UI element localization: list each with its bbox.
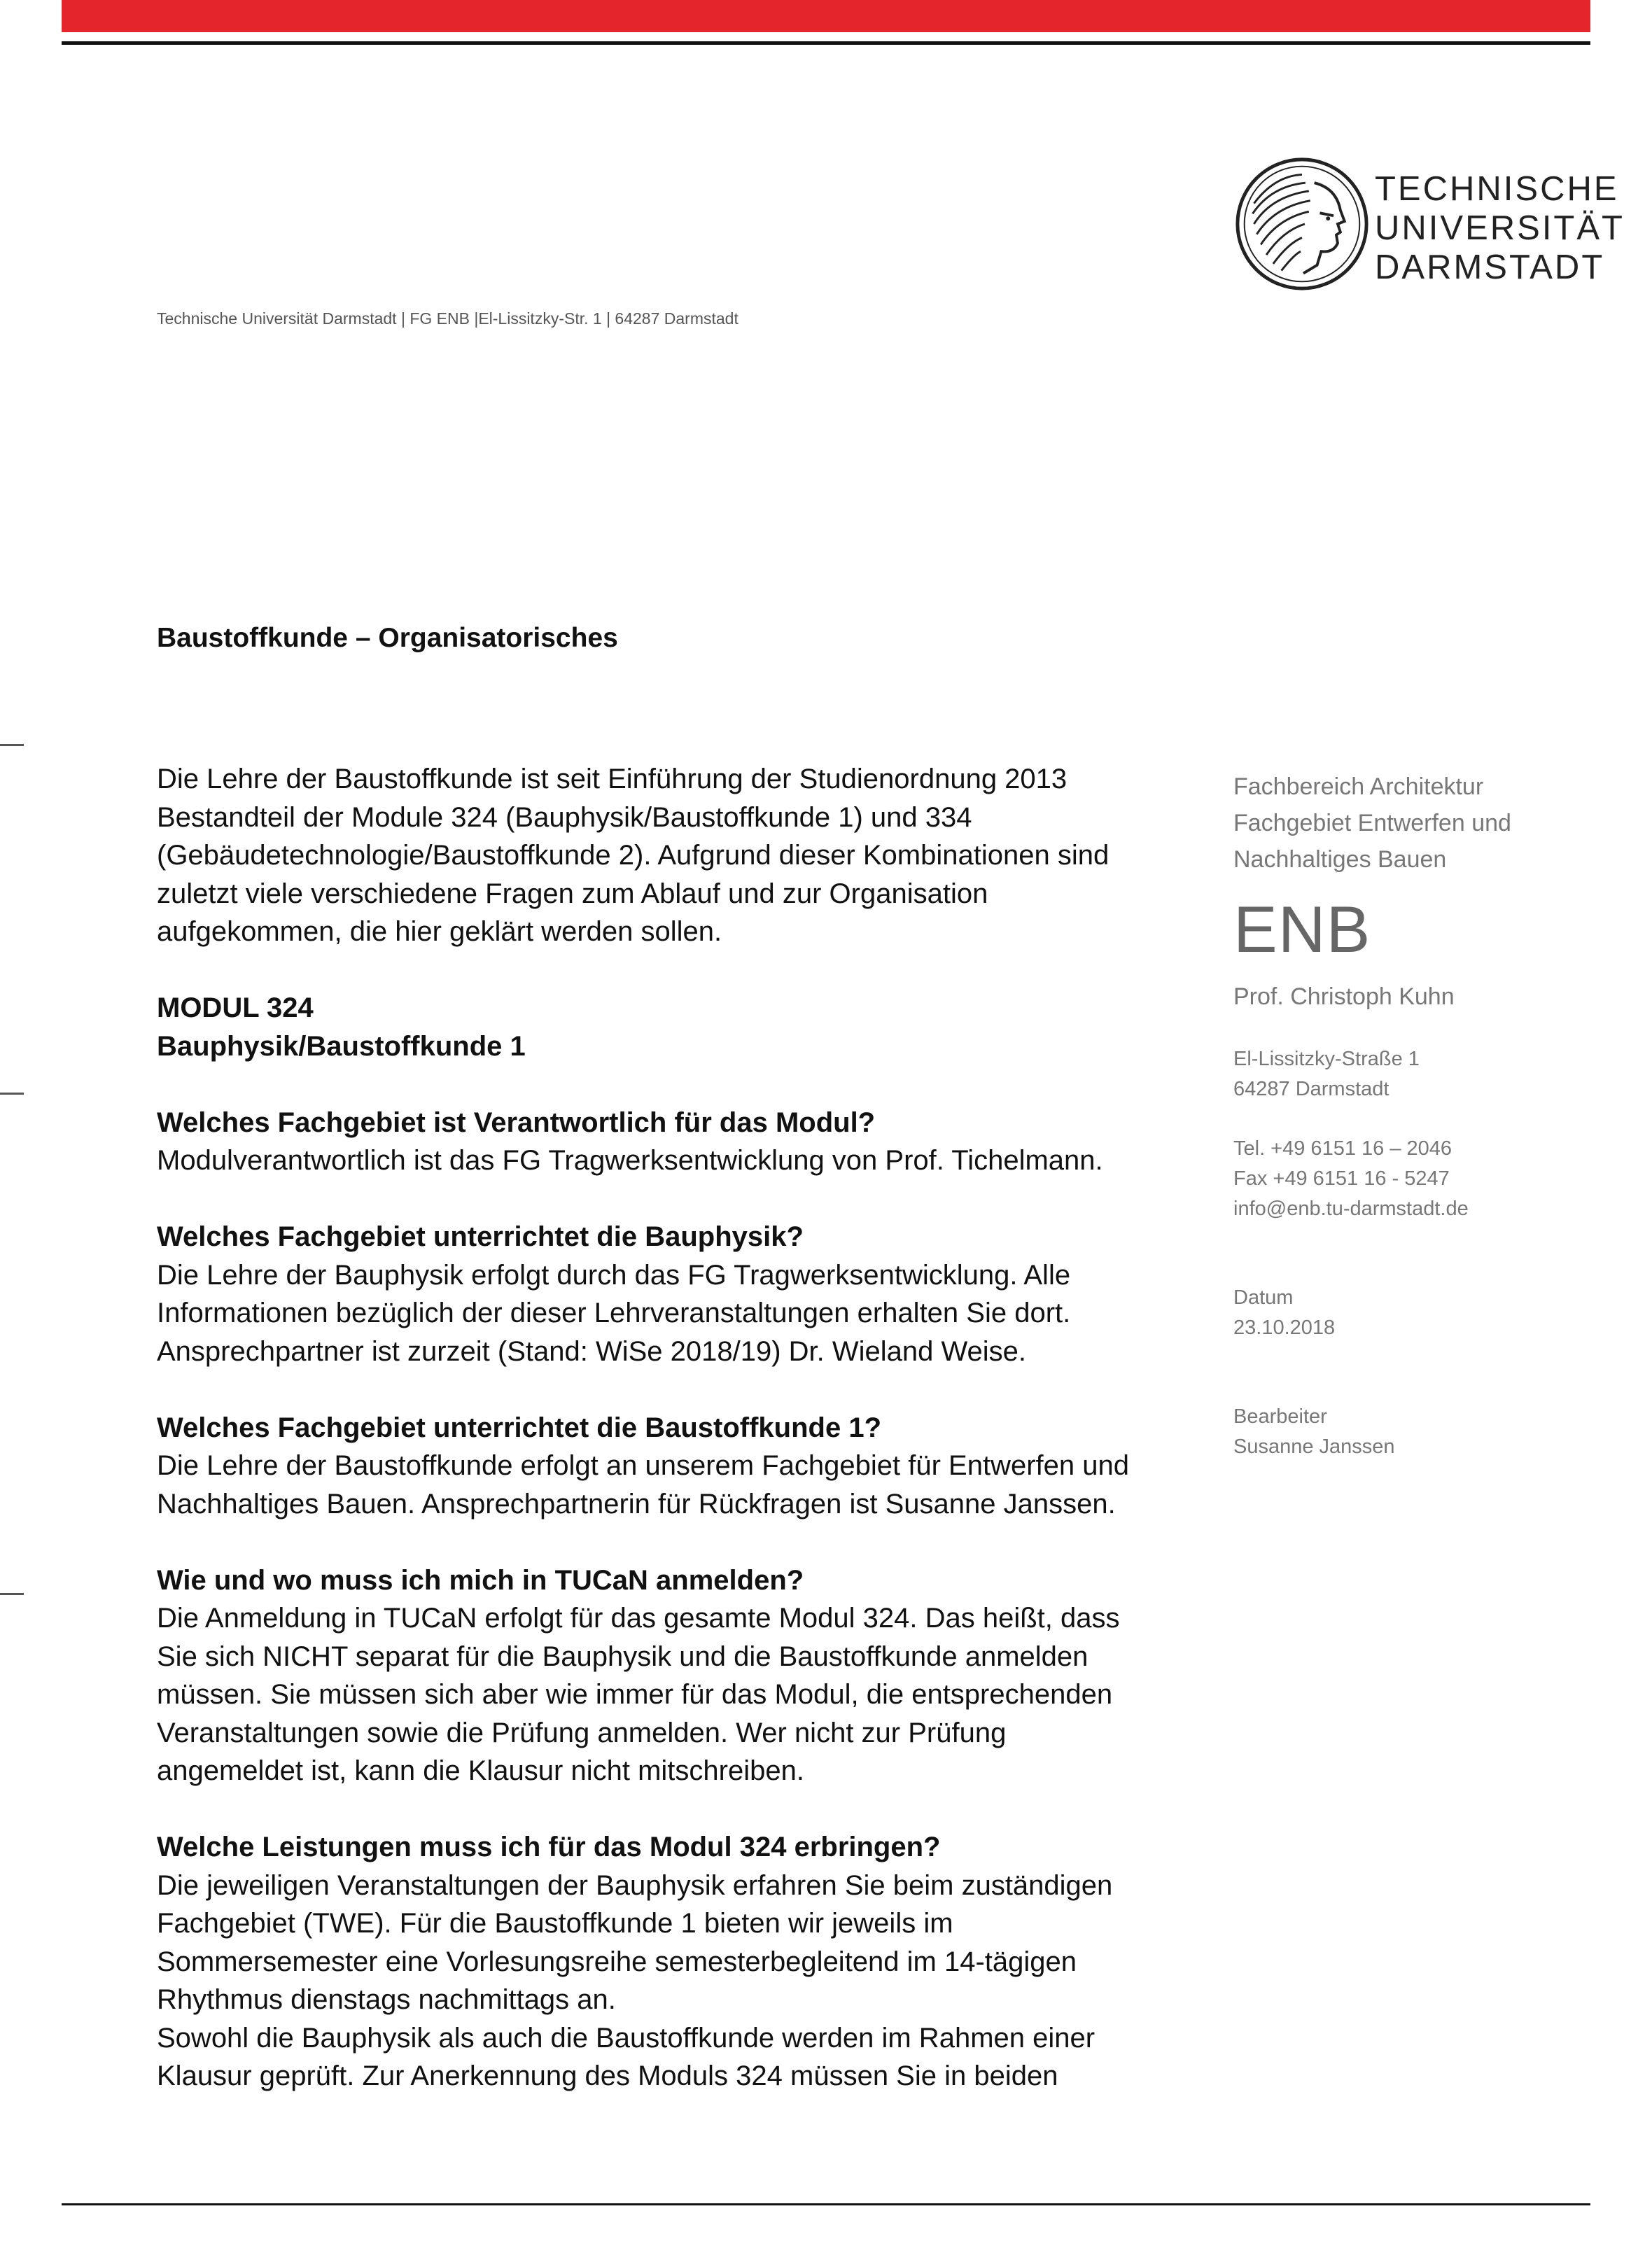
- email-address[interactable]: info@enb.tu-darmstadt.de: [1233, 1198, 1469, 1220]
- document-title: Baustoffkunde – Organisatorisches: [157, 623, 618, 653]
- faq-answer-line: Die jeweiligen Veranstaltungen der Bauphysik erfahren Sie beim zuständigen: [157, 1869, 1113, 1901]
- professor-name: Prof. Christoph Kuhn: [1233, 983, 1455, 1010]
- faq-item: [157, 1561, 1193, 1790]
- letterhead-sidebar: [1233, 768, 1597, 1462]
- faq-question: Welche Leistungen muss ich für das Modul 324 erbringen?: [157, 1832, 941, 1862]
- intro-paragraph: [157, 760, 1193, 951]
- logo-line: DARMSTADT: [1375, 248, 1605, 286]
- logo-line: TECHNISCHE: [1375, 170, 1619, 208]
- faq-answer-line: Sie sich NICHT separat für die Bauphysik und die Baustoffkunde anmelden: [157, 1641, 1088, 1672]
- faq-answer-line: müssen. Sie müssen sich aber wie immer für das Modul, die entsprechenden: [157, 1679, 1113, 1710]
- athena-seal-icon: [1233, 155, 1371, 293]
- fax-number: Fax +49 6151 16 - 5247: [1233, 1167, 1450, 1190]
- faq-question: Welches Fachgebiet unterrichtet die Bauphysik?: [157, 1221, 804, 1252]
- department-line: Fachbereich Architektur: [1233, 773, 1484, 800]
- faq-answer-line: Die Lehre der Baustoffkunde erfolgt an unserem Fachgebiet für Entwerfen und: [157, 1450, 1130, 1481]
- faq-item: [157, 1104, 1193, 1180]
- date-value: 23.10.2018: [1233, 1317, 1336, 1339]
- text-line: aufgekommen, die hier geklärt werden sollen.: [157, 916, 722, 947]
- faq-question: Wie und wo muss ich mich in TUCaN anmelden?: [157, 1564, 804, 1596]
- editor-label: Bearbeiter: [1233, 1405, 1327, 1428]
- faq-question: Welches Fachgebiet unterrichtet die Baustoffkunde 1?: [157, 1412, 881, 1443]
- sender-address-line: Technische Universität Darmstadt | FG ENB |El-Lissitzky-Str. 1 | 64287 Darmstadt: [157, 309, 738, 328]
- fold-mark: [0, 1093, 24, 1095]
- department-line: Fachgebiet Entwerfen und: [1233, 810, 1511, 836]
- department-line: Nachhaltiges Bauen: [1233, 846, 1447, 873]
- date-label: Datum: [1233, 1286, 1294, 1309]
- enb-wordmark: ENB: [1233, 892, 1371, 966]
- faq-answer-line: Rhythmus dienstags nachmittags an.: [157, 1984, 616, 2015]
- footer-rule: [62, 2203, 1590, 2205]
- module-heading-block: [157, 989, 1193, 1065]
- address-line: 64287 Darmstadt: [1233, 1078, 1390, 1100]
- tu-darmstadt-logo: [1233, 155, 1625, 295]
- module-heading: MODUL 324: [157, 992, 314, 1023]
- faq-answer-line: Fachgebiet (TWE). Für die Baustoffkunde 1 bieten wir jeweils im: [157, 1908, 953, 1939]
- faq-answer-line: Modulverantwortlich ist das FG Tragwerksentwicklung von Prof. Tichelmann.: [157, 1145, 1103, 1176]
- faq-answer-line: Die Anmeldung in TUCaN erfolgt für das gesamte Modul 324. Das heißt, dass: [157, 1603, 1120, 1634]
- text-line: zuletzt viele verschiedene Fragen zum Ablauf und zur Organisation: [157, 878, 988, 909]
- header-red-bar: [62, 0, 1590, 32]
- faq-answer-line: angemeldet ist, kann die Klausur nicht mitschreiben.: [157, 1755, 804, 1786]
- editor-value: Susanne Janssen: [1233, 1436, 1395, 1458]
- faq-answer-line: Veranstaltungen sowie die Prüfung anmelden. Wer nicht zur Prüfung: [157, 1717, 1007, 1748]
- text-line: Bestandteil der Module 324 (Bauphysik/Baustoffkunde 1) und 334: [157, 801, 972, 833]
- faq-answer-line: Nachhaltiges Bauen. Ansprechpartnerin für Rückfragen ist Susanne Janssen.: [157, 1488, 1116, 1519]
- faq-item: [157, 1409, 1193, 1524]
- header-rule: [62, 41, 1590, 45]
- faq-answer-line: Klausur geprüft. Zur Anerkennung des Moduls 324 müssen Sie in beiden: [157, 2061, 1058, 2091]
- text-line: (Gebäudetechnologie/Baustoffkunde 2). Aufgrund dieser Kombinationen sind: [157, 840, 1110, 871]
- faq-answer-line: Ansprechpartner ist zurzeit (Stand: WiSe 2018/19) Dr. Wieland Weise.: [157, 1335, 1027, 1367]
- text-line: Die Lehre der Baustoffkunde ist seit Einführung der Studienordnung 2013: [157, 764, 1068, 794]
- address-line: El-Lissitzky-Straße 1: [1233, 1048, 1420, 1070]
- letter-body: [157, 760, 1193, 2096]
- logo-line: UNIVERSITÄT: [1375, 209, 1625, 247]
- logo-wordmark: [1375, 169, 1625, 287]
- faq-answer-line: Die Lehre der Bauphysik erfolgt durch das FG Tragwerksentwicklung. Alle: [157, 1259, 1071, 1291]
- phone-number: Tel. +49 6151 16 – 2046: [1233, 1137, 1452, 1160]
- faq-answer-line: Sommersemester eine Vorlesungsreihe semesterbegleitend im 14-tägigen: [157, 1946, 1077, 1977]
- faq-question: Welches Fachgebiet ist Verantwortlich für das Modul?: [157, 1107, 876, 1138]
- fold-mark: [0, 744, 24, 746]
- faq-item: [157, 1828, 1193, 2096]
- faq-answer-line: Informationen bezüglich der dieser Lehrveranstaltungen erhalten Sie dort.: [157, 1298, 1071, 1328]
- faq-answer-line: Sowohl die Bauphysik als auch die Baustoffkunde werden im Rahmen einer: [157, 2022, 1096, 2054]
- module-subheading: Bauphysik/Baustoffkunde 1: [157, 1030, 526, 1062]
- faq-item: [157, 1218, 1193, 1370]
- fold-mark: [0, 1593, 24, 1595]
